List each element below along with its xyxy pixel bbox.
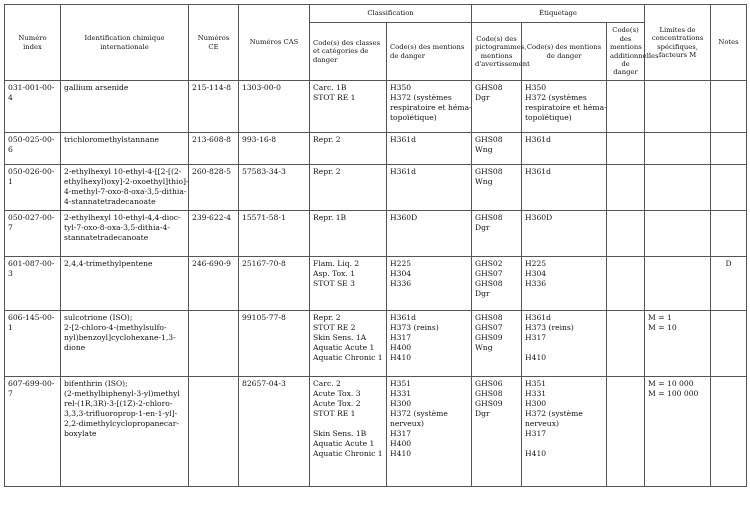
cell-line: 3,3,3-trifluoroprop-1-en-1-yl]- (64, 409, 178, 419)
concentration-limits-cell (645, 377, 711, 487)
cell-line: H351 (525, 379, 547, 388)
cas-number-cell: 99105-77-8 (239, 311, 310, 377)
cell-line: H361d (390, 313, 416, 322)
cell-line: GHS08 (475, 83, 503, 92)
hazard-class-cell (310, 311, 387, 377)
cell-line: GHS09 (475, 333, 503, 343)
classification-table (4, 4, 747, 487)
hazard-statement-cell (387, 133, 472, 165)
cell-line: topoïétique) (390, 113, 437, 123)
notes-cell (711, 81, 747, 133)
ec-number-cell: 260-828-5 (189, 165, 239, 211)
cell-line: Repr. 2 (313, 313, 341, 322)
cell-line: H360D (390, 213, 418, 222)
index-cell: 031-001-00-4 (5, 81, 61, 133)
concentration-limits-cell (645, 211, 711, 257)
header-classification: Classification (310, 5, 472, 23)
table-row (5, 377, 747, 487)
notes-cell (711, 165, 747, 211)
cell-line: Dgr (475, 223, 490, 233)
label-statement-cell (522, 165, 607, 211)
cell-line: GHS07 (475, 269, 503, 279)
index-cell: 050-026-00-1 (5, 165, 61, 211)
cell-line: (2-methylbiphenyl-3-yl)methyl (64, 389, 180, 399)
cell-line: STOT RE 1 (313, 93, 356, 103)
cell-line: STOT RE 2 (313, 323, 356, 333)
header-specific-limits: Limites de concentrations spécifiques, facteurs M (645, 5, 711, 81)
label-statement-cell (522, 81, 607, 133)
cas-number-cell: 1303-00-0 (239, 81, 310, 133)
cell-line: Repr. 1B (313, 213, 347, 222)
concentration-limits-cell (645, 165, 711, 211)
cell-line: 4-stannatetradecanoate (64, 197, 156, 207)
cell-line: H225 (525, 259, 547, 268)
cell-line: GHS02 (475, 259, 503, 268)
cell-line: Wng (475, 343, 493, 353)
pictogram-cell (472, 377, 522, 487)
cell-line: H410 (390, 353, 412, 363)
cell-line: topoïétique) (525, 113, 572, 123)
cell-line: H400 (390, 343, 412, 353)
ec-number-cell: 246-690-9 (189, 257, 239, 311)
cell-line: H400 (390, 439, 412, 449)
cas-number-cell: 993-16-8 (239, 133, 310, 165)
cell-line: Wng (475, 177, 493, 187)
cell-line: H372 (systèmes (390, 93, 452, 103)
hazard-class-cell (310, 165, 387, 211)
hazard-class-cell (310, 81, 387, 133)
cell-line: H336 (390, 279, 412, 289)
cell-line: Skin Sens. 1A (313, 333, 367, 343)
cell-line: Aquatic Acute 1 (313, 343, 375, 353)
chemical-name-cell (61, 257, 189, 311)
cell-line: H361d (525, 313, 551, 322)
cell-line: Dgr (475, 409, 490, 419)
cell-line: 2-ethylhexyl 10-ethyl-4-[[2-[(2- (64, 167, 182, 176)
cell-line: Carc. 2 (313, 379, 341, 388)
label-statement-cell (522, 311, 607, 377)
cell-line: H361d (390, 167, 416, 176)
cell-line (525, 343, 603, 353)
ec-number-cell (189, 311, 239, 377)
ec-number-cell: 215-114-8 (189, 81, 239, 133)
additional-statement-cell (607, 211, 645, 257)
notes-cell (711, 211, 747, 257)
header-pictogram-codes: Code(s) des pictogrammes, mentions d'avertissement (472, 23, 522, 81)
hazard-statement-cell (387, 81, 472, 133)
cell-line: Asp. Tox. 1 (313, 269, 356, 279)
label-statement-cell (522, 211, 607, 257)
cell-line: trichloromethylstannane (64, 135, 159, 144)
index-cell: 606-145-00-1 (5, 311, 61, 377)
cell-line: Aquatic Chronic 1 (313, 353, 383, 363)
additional-statement-cell (607, 81, 645, 133)
cell-line: gallium arsenide (64, 83, 129, 92)
hazard-class-cell (310, 257, 387, 311)
cell-line: stannatetradecanoate (64, 233, 149, 243)
ec-number-cell: 213-608-8 (189, 133, 239, 165)
cell-line: nyl)benzoyl]cyclohexane-1,3- (64, 333, 176, 343)
header-chemical-identification: Identification chimique internationale (61, 5, 189, 81)
header-cas-number: Numéros CAS (239, 5, 310, 81)
cell-line: H225 (390, 259, 412, 268)
cell-line: dione (64, 343, 86, 353)
chemical-name-cell (61, 133, 189, 165)
hazard-statement-cell (387, 211, 472, 257)
cell-line: H372 (système (390, 409, 448, 419)
cell-line: GHS08 (475, 279, 503, 289)
cell-line: H373 (reins) (390, 323, 439, 333)
concentration-limits-cell (645, 257, 711, 311)
cas-number-cell: 25167-70-8 (239, 257, 310, 311)
cell-line: STOT RE 1 (313, 409, 356, 419)
cell-line: H410 (390, 449, 412, 459)
notes-cell (711, 377, 747, 487)
index-cell: 607-699-00-7 (5, 377, 61, 487)
cell-line: GHS08 (475, 213, 503, 222)
hazard-statement-cell (387, 165, 472, 211)
cell-line: Dgr (475, 93, 490, 103)
header-ec-number: Numéros CE (189, 5, 239, 81)
header-notes: Notes (711, 5, 747, 81)
cell-line: sulcotrione (ISO); (64, 313, 133, 322)
cell-line: Wng (475, 145, 493, 155)
pictogram-cell (472, 257, 522, 311)
cell-line: GHS08 (475, 389, 503, 399)
table-row (5, 311, 747, 377)
cell-line: H350 (390, 83, 412, 92)
cell-line (525, 439, 603, 449)
hazard-statement-cell (387, 257, 472, 311)
chemical-name-cell (61, 81, 189, 133)
notes-cell (711, 311, 747, 377)
cell-line: H304 (390, 269, 412, 279)
cell-line: H317 (525, 429, 547, 439)
cell-line: Carc. 1B (313, 83, 347, 92)
header-hazard-class-codes: Code(s) des classes et catégories de danger (310, 23, 387, 81)
cell-line: H410 (525, 449, 547, 459)
cell-line: H372 (système (525, 409, 583, 419)
ec-number-cell (189, 377, 239, 487)
cell-line: GHS08 (475, 135, 503, 144)
concentration-limits-cell (645, 311, 711, 377)
cell-line: H331 (525, 389, 547, 399)
pictogram-cell (472, 133, 522, 165)
additional-statement-cell (607, 377, 645, 487)
cell-line: H361d (390, 135, 416, 144)
cell-line: tyl-7-oxo-8-oxa-3,5-dithia-4- (64, 223, 170, 233)
cell-line: H317 (390, 429, 412, 439)
cell-line: GHS08 (475, 167, 503, 176)
hazard-class-cell (310, 133, 387, 165)
chemical-name-cell (61, 165, 189, 211)
notes-cell (711, 133, 747, 165)
header-additional-hazard-codes: Code(s) des mentions additionnelles de danger (607, 23, 645, 81)
table-row (5, 133, 747, 165)
index-cell: 601-087-00-3 (5, 257, 61, 311)
cell-line: H336 (525, 279, 547, 289)
table-row (5, 165, 747, 211)
chemical-name-cell (61, 211, 189, 257)
cell-line: Flam. Liq. 2 (313, 259, 360, 268)
header-hazard-statement-codes: Code(s) des mentions de danger (387, 23, 472, 81)
cell-line: respiratoire et héma- (390, 103, 472, 113)
cas-number-cell: 15571-58-1 (239, 211, 310, 257)
pictogram-cell (472, 211, 522, 257)
cell-line: GHS09 (475, 399, 503, 409)
cell-line (313, 419, 383, 429)
cell-line: H331 (390, 389, 412, 399)
cell-line: Repr. 2 (313, 167, 341, 176)
pictogram-cell (472, 165, 522, 211)
concentration-limits-cell (645, 133, 711, 165)
concentration-limits-cell (645, 81, 711, 133)
hazard-class-cell (310, 211, 387, 257)
cell-line: boxylate (64, 429, 97, 439)
header-labelling: Étiquetage (472, 5, 645, 23)
cas-number-cell: 82657-04-3 (239, 377, 310, 487)
cell-line: Skin Sens. 1B (313, 429, 367, 439)
cell-line: Aquatic Acute 1 (313, 439, 375, 449)
chemical-name-cell (61, 377, 189, 487)
cell-line: H373 (reins) (525, 323, 574, 333)
header-index: Numéro index (5, 5, 61, 81)
table-row (5, 257, 747, 311)
label-statement-cell (522, 257, 607, 311)
cell-line: 4-methyl-7-oxo-8-oxa-3,5-dithia- (64, 187, 187, 197)
cell-line: H317 (525, 333, 547, 343)
cell-line: H360D (525, 213, 553, 222)
cell-line: M = 1 (648, 313, 672, 322)
cell-line: Acute Tox. 3 (313, 389, 361, 399)
cell-line: rel-(1R,3R)-3-[(1Z)-2-chloro- (64, 399, 173, 409)
cell-line: STOT SE 3 (313, 279, 355, 289)
cell-line: bifenthrin (ISO); (64, 379, 128, 388)
notes-cell: D (711, 257, 747, 311)
cell-line: M = 10 000 (648, 379, 694, 388)
cell-line: H300 (525, 399, 547, 409)
cell-line: H372 (systèmes (525, 93, 587, 103)
chemical-name-cell (61, 311, 189, 377)
cell-line: H361d (525, 167, 551, 176)
additional-statement-cell (607, 165, 645, 211)
cell-line: H300 (390, 399, 412, 409)
cell-line: H361d (525, 135, 551, 144)
ec-number-cell: 239-622-4 (189, 211, 239, 257)
cell-line: H351 (390, 379, 412, 388)
additional-statement-cell (607, 311, 645, 377)
table-row (5, 81, 747, 133)
cell-line: 2-[2-chloro-4-(methylsulfo- (64, 323, 167, 333)
cell-line: 2,2-dimethylcyclopropanecar- (64, 419, 179, 429)
cas-number-cell: 57583-34-3 (239, 165, 310, 211)
additional-statement-cell (607, 257, 645, 311)
label-statement-cell (522, 133, 607, 165)
cell-line: Aquatic Chronic 1 (313, 449, 383, 459)
cell-line: ethylhexyl)oxy]-2-oxoethyl]thio]- (64, 177, 189, 187)
cell-line: Dgr (475, 289, 490, 299)
cell-line: 2,4,4-trimethylpentene (64, 259, 153, 268)
index-cell: 050-027-00-7 (5, 211, 61, 257)
cell-line: nerveux) (525, 419, 559, 429)
pictogram-cell (472, 311, 522, 377)
cell-line: Acute Tox. 2 (313, 399, 361, 409)
hazard-statement-cell (387, 377, 472, 487)
cell-line: GHS07 (475, 323, 503, 333)
hazard-statement-cell (387, 311, 472, 377)
table-row (5, 211, 747, 257)
additional-statement-cell (607, 133, 645, 165)
cell-line: 2-ethylhexyl 10-ethyl-4,4-dioc- (64, 213, 181, 222)
cell-line: Repr. 2 (313, 135, 341, 144)
cell-line: H304 (525, 269, 547, 279)
cell-line: M = 10 (648, 323, 677, 333)
cell-line: H350 (525, 83, 547, 92)
cell-line: GHS06 (475, 379, 503, 388)
label-statement-cell (522, 377, 607, 487)
cell-line: GHS08 (475, 313, 503, 322)
cell-line: H410 (525, 353, 547, 363)
index-cell: 050-025-00-6 (5, 133, 61, 165)
cell-line: H317 (390, 333, 412, 343)
hazard-class-cell (310, 377, 387, 487)
pictogram-cell (472, 81, 522, 133)
cell-line: respiratoire et héma- (525, 103, 607, 113)
header-label-hazard-statement-codes: Code(s) des mentions de danger (522, 23, 607, 81)
cell-line: nerveux) (390, 419, 424, 429)
cell-line: M = 100 000 (648, 389, 699, 399)
